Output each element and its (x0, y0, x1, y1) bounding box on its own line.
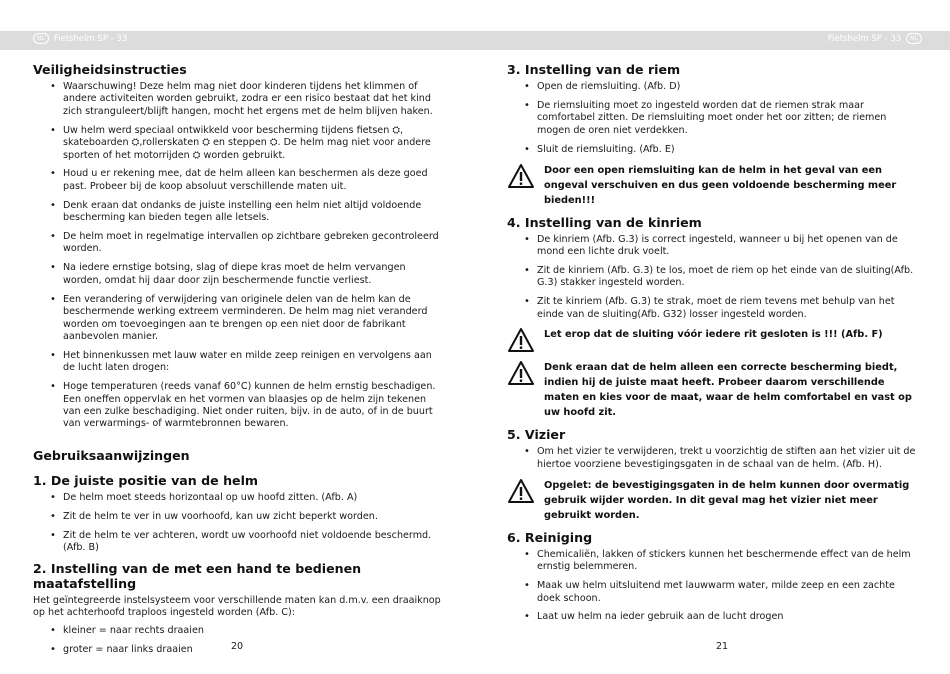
list-item: • De helm moet steeds horizontaal op uw hoofd zitten. (Afb. A) (33, 492, 443, 504)
left-page (33, 62, 443, 663)
section-2-title: 2. Instelling van de met een hand te bedienen maatafstelling (33, 560, 362, 591)
language-badge: NL (33, 33, 49, 44)
section-4-list (507, 234, 917, 321)
page-header-bar (0, 31, 950, 50)
usage-title: Gebruiksaanwijzingen (33, 447, 190, 463)
language-badge-right: NL (906, 33, 922, 44)
list-item: • Zit de helm te ver achteren, wordt uw voorhoofd niet voldoende beschermd. (Afb. B) (33, 530, 443, 555)
list-item: • Hoge temperaturen (reeds vanaf 60°C) kunnen de helm ernstig beschadigen. Een oneffen oppervlak en het vormen van blaasjes op de helm zijn tekenen van een zulke beschadiging. Niet onder ruiten, bijv. in de auto, of in de buurt van verwarmings- of warmtebronnen bewaren. (33, 381, 443, 431)
warning-text: Denk eraan dat de helm alleen een correcte bescherming biedt, indien hij de juiste maat heeft. Probeer daarom verschillende maten en kies voor de maat, waar de helm comfortabel en vast op uw hoofd zit. (544, 362, 912, 419)
list-item: • De kinriem (Afb. G.3) is correct ingesteld, wanneer u bij het openen van de mond een lichte druk voelt. (507, 234, 917, 259)
list-item: • Om het vizier te verwijderen, trekt u voorzichtig de stiften aan het vizier uit de hiertoe voorziene bevestigingsgaten in de schaal van de helm. (Afb. H). (507, 446, 917, 471)
header-right (828, 33, 922, 44)
section-2-intro: Het geïntegreerde instelsysteem voor verschillende maten kan d.m.v. een draaiknop op het achterhoofd traploos ingesteld worden (Afb. C): (33, 594, 441, 619)
warning-icon (507, 478, 535, 504)
warning-icon (507, 327, 535, 353)
header-right-title: Fietshelm SP - 33 (827, 33, 902, 44)
section-6-title: 6. Reiniging (507, 529, 593, 545)
list-item: • Laat uw helm na ieder gebruik aan de lucht drogen (507, 611, 917, 623)
warning-text: Let erop dat de sluiting vóór iedere rit gesloten is !!! (Afb. F) (544, 329, 883, 341)
warning-box (507, 327, 917, 353)
list-item: • Chemicaliën, lakken of stickers kunnen het beschermende effect van de helm ernstig belemmeren. (507, 549, 917, 574)
list-item: • De helm moet in regelmatige intervallen op zichtbare gebreken gecontroleerd worden. (33, 231, 443, 256)
list-item: • Open de riemsluiting. (Afb. D) (507, 81, 917, 93)
list-item: • Maak uw helm uitsluitend met lauwwarm water, milde zeep en een zachte doek schoon. (507, 580, 917, 605)
warning-box (507, 360, 917, 420)
safety-title: Veiligheidsinstructies (33, 62, 187, 77)
safety-list (33, 81, 443, 431)
section-6-list (507, 549, 917, 624)
warning-text: Opgelet: de bevestigingsgaten in de helm kunnen door overmatig gebruik wijder worden. In dit geval mag het vizier niet meer gebruikt worden. (544, 479, 910, 521)
list-item: • Denk eraan dat ondanks de juiste instelling een helm niet altijd voldoende bescherming kan bieden tegen alle letsels. (33, 200, 443, 225)
list-item: • Waarschuwing! Deze helm mag niet door kinderen tijdens het klimmen of andere activiteiten worden gebruikt, zodra er een risico bestaat dat het kind zich stranguleert/blijft hangen, mocht het ergens met de helm blijven haken. (33, 81, 443, 118)
header-left-title: Fietshelm SP - 33 (53, 33, 128, 44)
warning-icon (507, 360, 535, 386)
list-item: • Het binnenkussen met lauw water en milde zeep reinigen en vervolgens aan de lucht laten drogen: (33, 350, 443, 375)
list-item: • Zit te kinriem (Afb. G.3) te strak, moet de riem tevens met behulp van het einde van de sluiting(Afb. G32) losser ingesteld worden. (507, 296, 917, 321)
header-left (33, 33, 127, 44)
list-item: • kleiner = naar rechts draaien (33, 625, 443, 637)
section-3-title: 3. Instelling van de riem (507, 62, 681, 77)
list-item: • Houd u er rekening mee, dat de helm alleen kan beschermen als deze goed past. Probeer bij de koop absoluut verschillende maten uit. (33, 168, 443, 193)
section-5-list (507, 446, 917, 471)
warning-icon (507, 163, 535, 189)
section-5-title: 5. Vizier (507, 427, 566, 443)
list-item: • Na iedere ernstige botsing, slag of diepe kras moet de helm vervangen worden, omdat hij daar door zijn beschermende functie verliest. (33, 262, 443, 287)
page-number-right: 21 (716, 641, 729, 652)
warning-box (507, 478, 917, 523)
section-1-list (33, 492, 443, 555)
list-item: • groter = naar links draaien (33, 644, 443, 656)
section-3-list (507, 81, 917, 156)
list-item: • Een verandering of verwijdering van originele delen van de helm kan de beschermende werking extreem verminderen. De helm mag niet veranderd worden om toevoegingen aan te brengen op een niet door de fabrikant aanbevolen manier. (33, 294, 443, 344)
section-4-title: 4. Instelling van de kinriem (507, 214, 702, 230)
warning-box (507, 163, 917, 208)
right-page (507, 62, 917, 630)
list-item: • Sluit de riemsluiting. (Afb. E) (507, 144, 917, 156)
list-item: • Zit de helm te ver in uw voorhoofd, kan uw zicht beperkt worden. (33, 511, 443, 523)
page-number-left: 20 (231, 641, 244, 652)
list-item: • Uw helm werd speciaal ontwikkeld voor bescherming tijdens fietsen ⛭, skateboarden ⛭,rollerskaten ⛭ en steppen ⛭. De helm mag niet voor andere sporten of het motorrijden ⛭ worden gebruikt. (33, 125, 443, 162)
warning-text: Door een open riemsluiting kan de helm in het geval van een ongeval verschuiven en dus geen voldoende bescherming meer bieden!!! (544, 164, 897, 206)
list-item: • De riemsluiting moet zo ingesteld worden dat de riemen strak maar comfortabel zitten. De riemsluiting moet onder het oor zitten; de riemen mogen de oren niet verdekken. (507, 100, 917, 137)
list-item: • Zit de kinriem (Afb. G.3) te los, moet de riem op het einde van de sluiting(Afb. G.3) stakker ingesteld worden. (507, 265, 917, 290)
section-1-title: 1. De juiste positie van de helm (33, 472, 259, 488)
